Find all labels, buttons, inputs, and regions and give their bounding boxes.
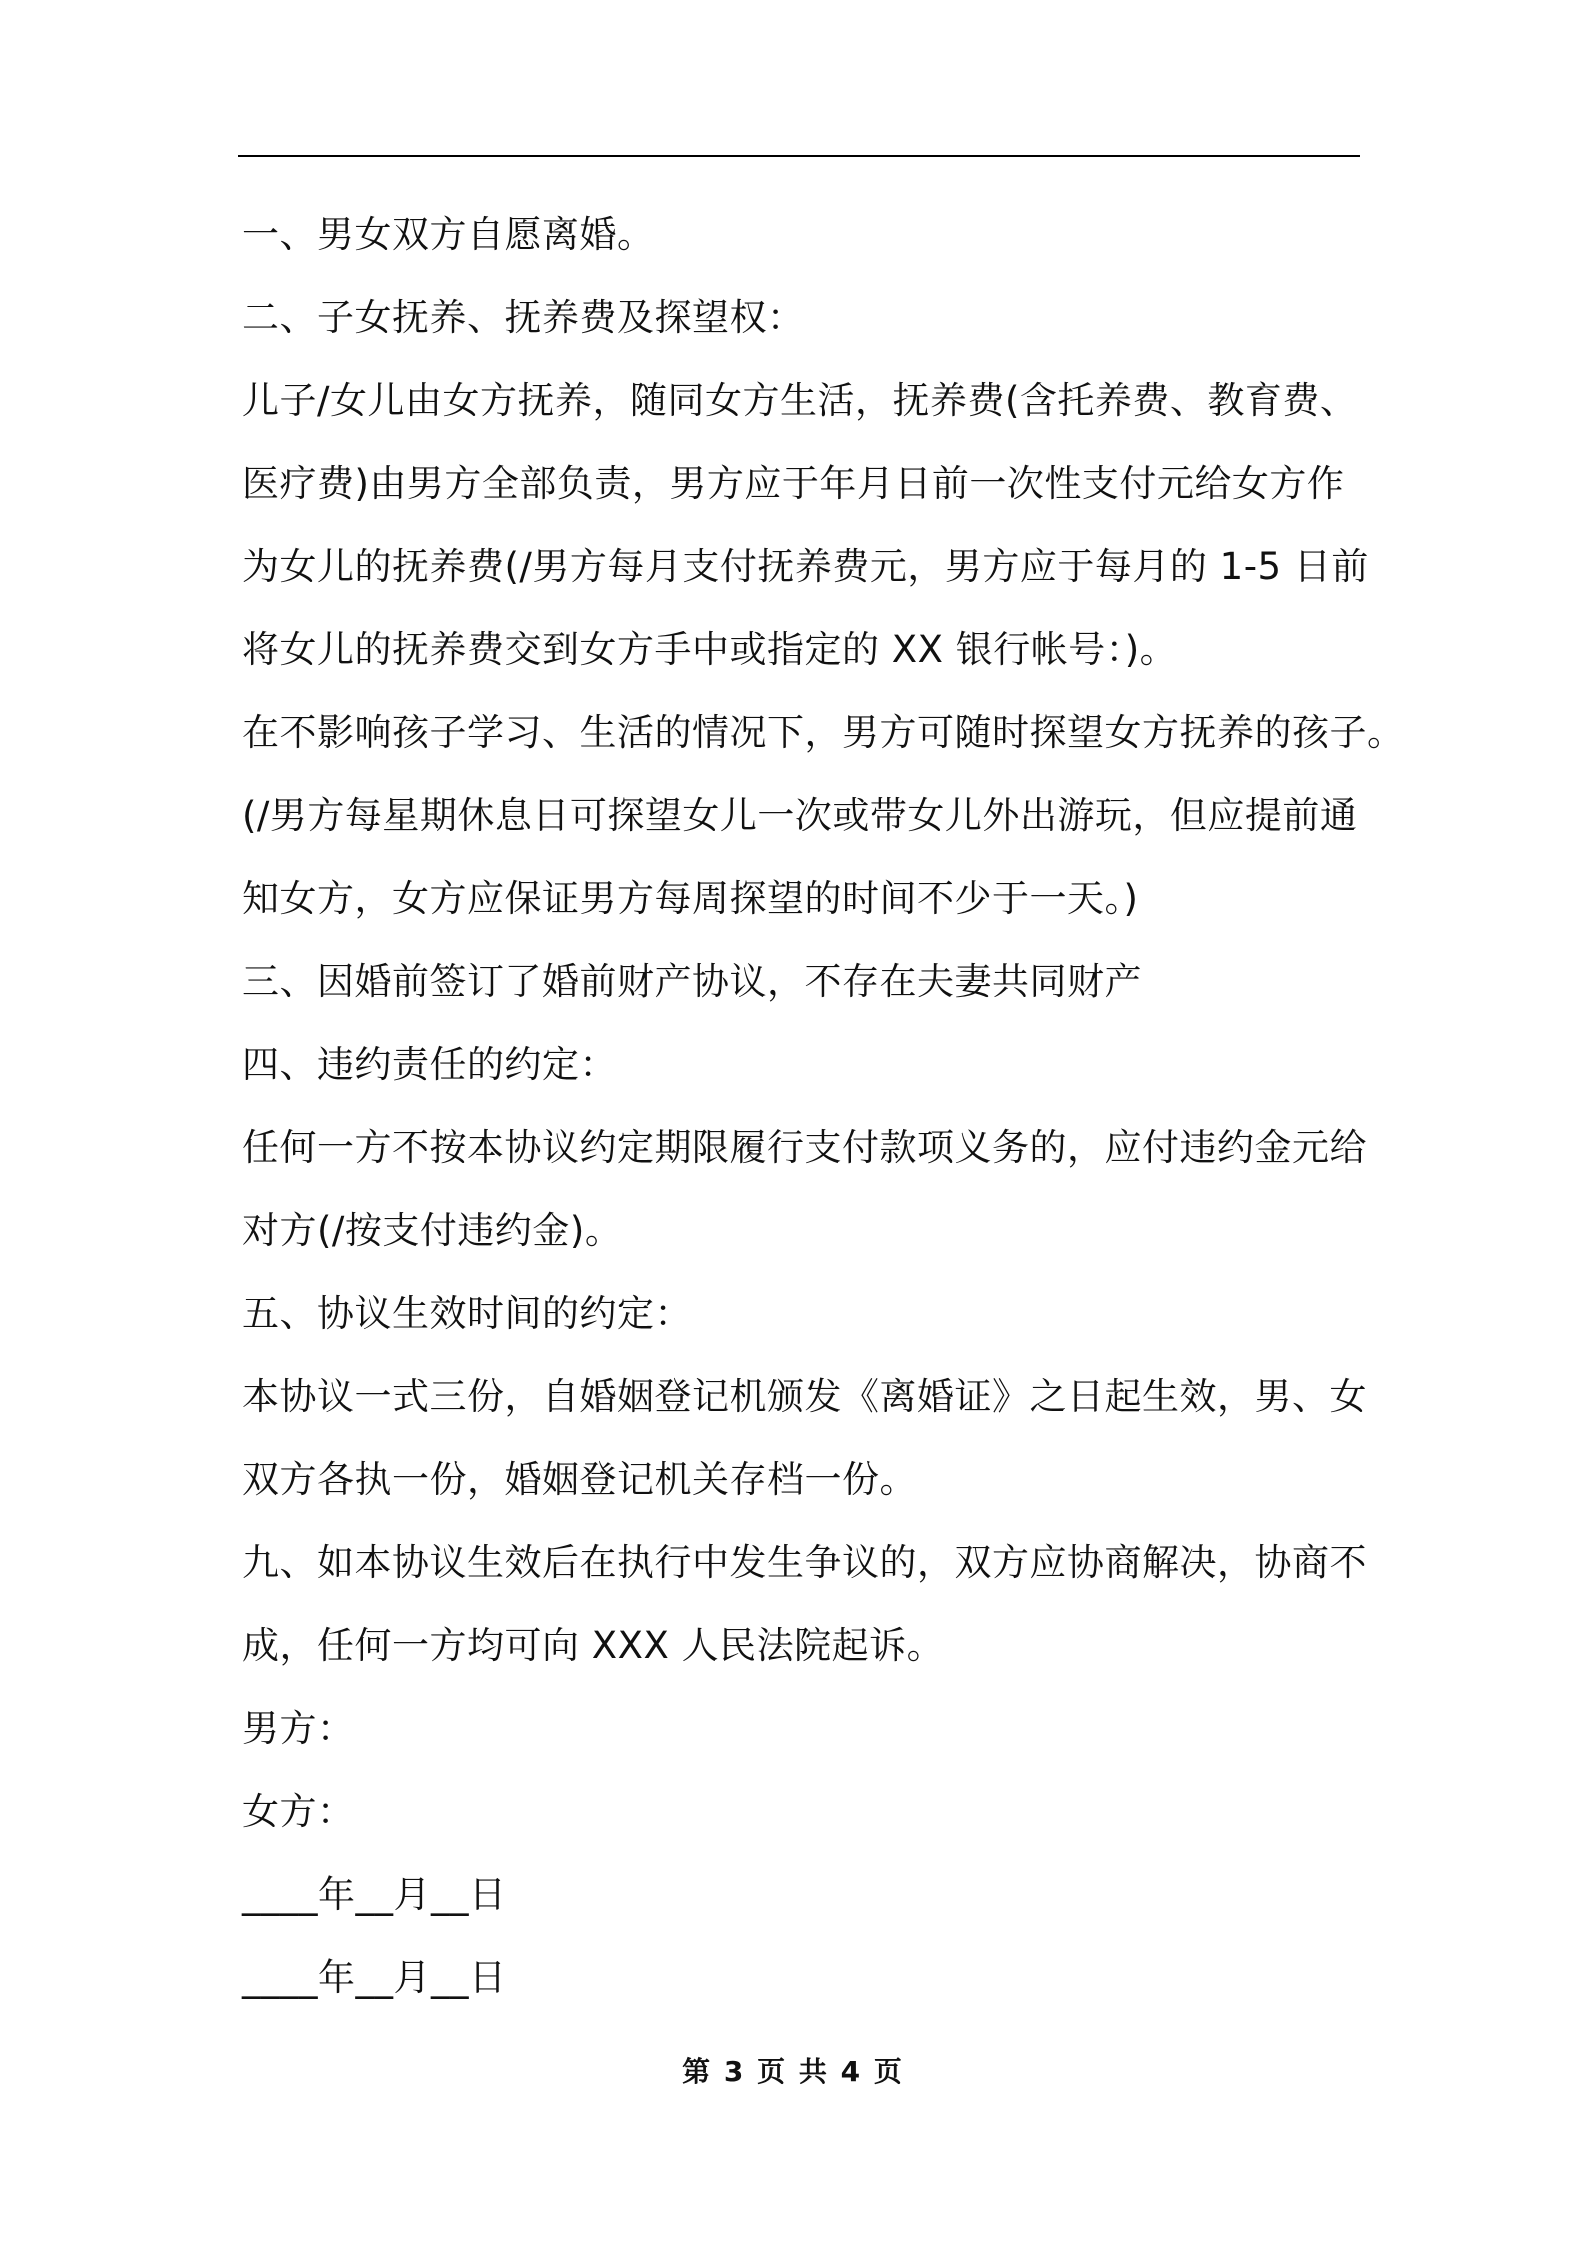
effective-text-line: 本协议一式三份，自婚姻登记机颁发《离婚证》之日起生效，男、女	[242, 1375, 1367, 1418]
header-rule	[238, 155, 1360, 157]
dispute-text-line: 成，任何一方均可向 XXX 人民法院起诉。	[242, 1624, 945, 1667]
visitation-text-line: 在不影响孩子学习、生活的情况下，男方可随时探望女方抚养的孩子。	[242, 711, 1405, 754]
dispute-text-line: 九、如本协议生效后在执行中发生争议的，双方应协商解决，协商不	[242, 1541, 1367, 1584]
clause-5-heading: 五、协议生效时间的约定：	[242, 1292, 692, 1335]
visitation-text-line: 知女方，女方应保证男方每周探望的时间不少于一天。)	[242, 877, 1139, 920]
custody-text-line: 儿子/女儿由女方抚养，随同女方生活，抚养费(含托养费、教育费、	[242, 379, 1358, 422]
custody-text-line: 将女儿的抚养费交到女方手中或指定的 XX 银行帐号：)。	[242, 628, 1178, 671]
date-line-1: ____年__月__日	[242, 1873, 507, 1916]
husband-signature-label: 男方：	[242, 1707, 355, 1750]
clause-2-heading: 二、子女抚养、抚养费及探望权：	[242, 296, 805, 339]
custody-text-line: 医疗费)由男方全部负责，男方应于年月日前一次性支付元给女方作	[242, 462, 1345, 505]
page-number-footer: 第 3 页 共 4 页	[682, 2055, 904, 2088]
date-line-2: ____年__月__日	[242, 1956, 507, 1999]
custody-text-line: 为女儿的抚养费(/男方每月支付抚养费元，男方应于每月的 1-5 日前	[242, 545, 1369, 588]
wife-signature-label: 女方：	[242, 1790, 355, 1833]
clause-1-text: 一、男女双方自愿离婚。	[242, 213, 655, 256]
clause-3-text: 三、因婚前签订了婚前财产协议，不存在夫妻共同财产	[242, 960, 1142, 1003]
effective-text-line: 双方各执一份，婚姻登记机关存档一份。	[242, 1458, 917, 1501]
clause-4-heading: 四、违约责任的约定：	[242, 1043, 617, 1086]
breach-text-line: 对方(/按支付违约金)。	[242, 1209, 623, 1252]
breach-text-line: 任何一方不按本协议约定期限履行支付款项义务的，应付违约金元给	[242, 1126, 1367, 1169]
visitation-text-line: (/男方每星期休息日可探望女儿一次或带女儿外出游玩，但应提前通	[242, 794, 1358, 837]
document-body	[242, 193, 1405, 2019]
